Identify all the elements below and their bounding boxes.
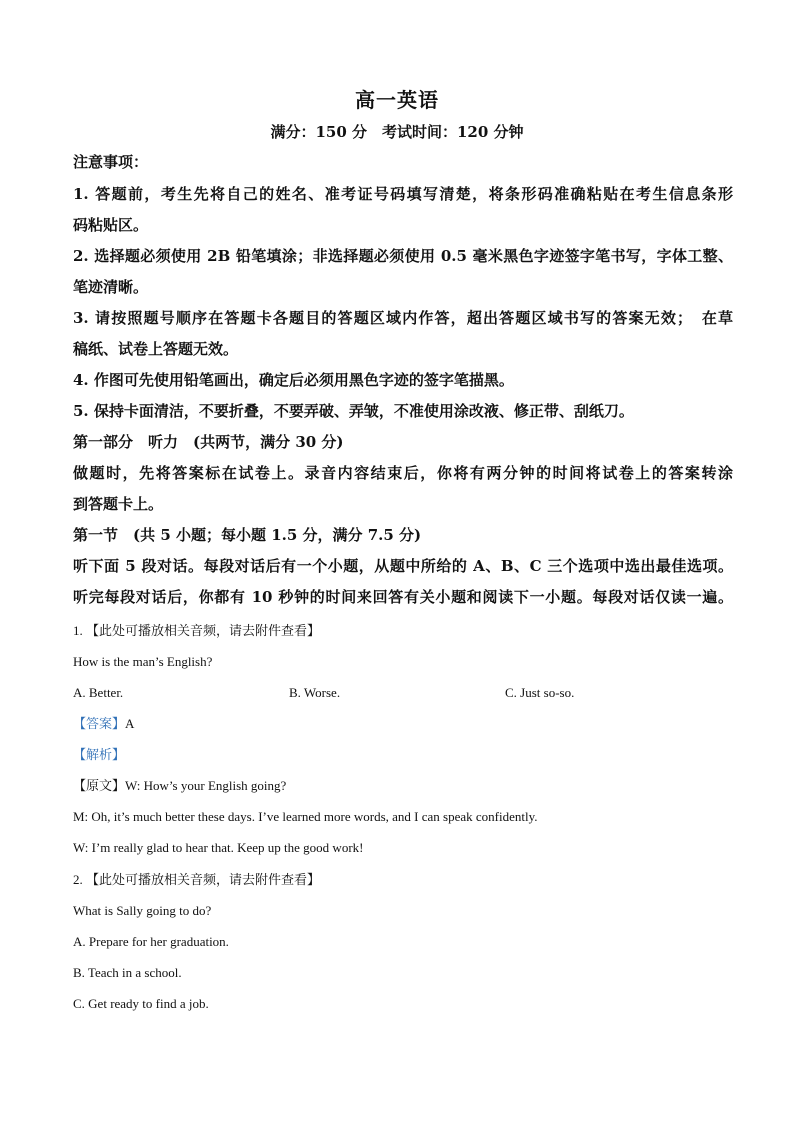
- section1-heading: 第一节 (共 5 小题；每小题 1.5 分，满分 7.5 分): [73, 526, 422, 544]
- transcript-line-2: M: Oh, it’s much better these days. I’ve learned more words, and I can speak confidently.: [73, 809, 538, 824]
- notice-heading: 注意事项：: [73, 153, 149, 171]
- question-2-audio-link[interactable]: 2. 【此处可播放相关音频，请去附件查看】: [73, 872, 321, 887]
- question-1-option-a: A. Better.: [73, 685, 124, 700]
- notice-1-line-1: 1. 答题前，考生先将自己的姓名、准考证号码填写清楚，将条形码准确粘贴在考生信息条形: [73, 185, 733, 203]
- question-1-option-c: C. Just so-so.: [505, 685, 575, 700]
- exam-info: 满分：150 分 考试时间：120 分钟: [270, 123, 524, 141]
- question-2-option-a: A. Prepare for her graduation.: [73, 934, 229, 949]
- question-1-audio-link[interactable]: 1. 【此处可播放相关音频，请去附件查看】: [73, 623, 321, 638]
- question-1-answer: [73, 715, 134, 733]
- notice-3-line-1: 3. 请按照题号顺序在答题卡各题目的答题区域内作答，超出答题区域书写的答案无效； 在草: [73, 309, 733, 327]
- section1-instruction-line-1: 听下面 5 段对话。每段对话后有一个小题，从题中所给的 A、B、C 三个选项中选出最佳选项。: [73, 557, 733, 575]
- transcript-tag: 【原文】: [73, 778, 126, 793]
- page-title: 高一英语: [355, 88, 439, 112]
- section1-instruction-line-2: 听完每段对话后，你都有 10 秒钟的时间来回答有关小题和阅读下一小题。每段对话仅读一遍。: [73, 588, 733, 606]
- question-2-option-b: B. Teach in a school.: [73, 965, 182, 980]
- question-1-text: How is the man’s English?: [73, 654, 213, 669]
- part1-instruction-line-2: 到答题卡上。: [73, 495, 164, 513]
- question-2-text: What is Sally going to do?: [73, 903, 212, 918]
- notice-4: 4. 作图可先使用铅笔画出，确定后必须用黑色字迹的签字笔描黑。: [73, 371, 514, 389]
- part1-heading: 第一部分 听力 (共两节，满分 30 分): [73, 433, 344, 451]
- transcript-text-1: W: How’s your English going?: [125, 778, 287, 793]
- notice-2-line-1: 2. 选择题必须使用 2B 铅笔填涂；非选择题必须使用 0.5 毫米黑色字迹签字笔书写，字体工整、: [73, 247, 733, 265]
- answer-tag: 【答案】: [73, 716, 126, 731]
- transcript-line-1: [73, 777, 286, 795]
- analysis-tag: 【解析】: [73, 747, 126, 762]
- question-2-option-c: C. Get ready to find a job.: [73, 996, 209, 1011]
- answer-value: A: [125, 716, 135, 731]
- question-1-option-b: B. Worse.: [289, 685, 341, 700]
- notice-5: 5. 保持卡面清洁，不要折叠，不要弄破、弄皱，不准使用涂改液、修正带、刮纸刀。: [73, 402, 634, 420]
- notice-2-line-2: 笔迹清晰。: [73, 278, 149, 296]
- notice-1-line-2: 码粘贴区。: [73, 216, 149, 234]
- transcript-line-3: W: I’m really glad to hear that. Keep up the good work!: [73, 840, 364, 855]
- part1-instruction-line-1: 做题时，先将答案标在试卷上。录音内容结束后，你将有两分钟的时间将试卷上的答案转涂: [73, 464, 733, 482]
- notice-3-line-2: 稿纸、试卷上答题无效。: [73, 340, 239, 358]
